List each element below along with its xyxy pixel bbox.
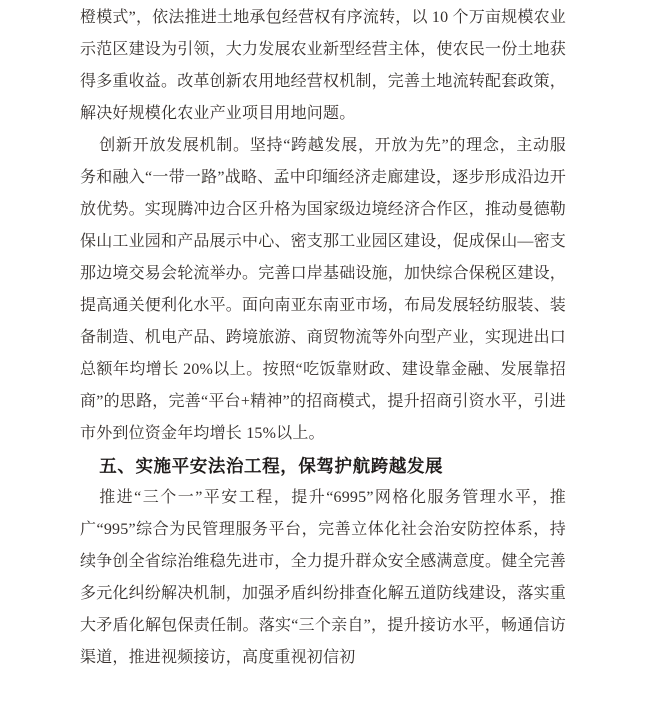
paragraph-peace-law-project: 推进“三个一”平安工程，提升“6995”网格化服务管理水平，推广“995”综合为民管理服务平台，完善立体化社会治安防控体系，持续争创全省综治维稳先进市，全力提升群众安全感满意度。健全完善多元化纠纷解决机制，加强矛盾纠纷排查化解五道防线建设，落实重大矛盾化解包保责任制。落实“三个亲自”，提升接访水平，畅通信访渠道，推进视频接访，高度重视初信初 — [80, 489, 567, 666]
section-heading-peace-rule-of-law: 五、实施平安法治工程，保驾护航跨越发展 — [99, 456, 444, 476]
paragraph-open-development-mechanism: 创新开放发展机制。坚持“跨越发展，开放为先”的理念，主动服务和融入“一带一路”战略、孟中印缅经济走廊建设，逐步形成沿边开放优势。实现腾冲边合区升格为国家级边境经济合作区，推动曼德勒保山工业园和产品展示中心、密支那工业园区建设，促成保山—密支那边境交易会轮流举办。完善口岸基础设施，加快综合保税区建设，提高通关便利化水平。面向南亚东南亚市场，布局发展轻纺服装、装备制造、机电产品、跨境旅游、商贸物流等外向型产业，实现进出口总额年均增长 20%以上。按照“吃饭靠财政、建设靠金融、发展靠招商”的思路，完善“平台+精神”的招商模式，提升招商引资水平，引进市外到位资金年均增长 15%以上。 — [80, 137, 567, 442]
paragraph-land-transfer-continuation: 橙模式”，依法推进土地承包经营权有序流转，以 10 个万亩规模农业示范区建设为引领，大力发展农业新型经营主体，使农民一份土地获得多重收益。改革创新农用地经营权机制，完善土地流转配套政策，解决好规模化农业产业项目用地问题。 — [80, 9, 567, 122]
